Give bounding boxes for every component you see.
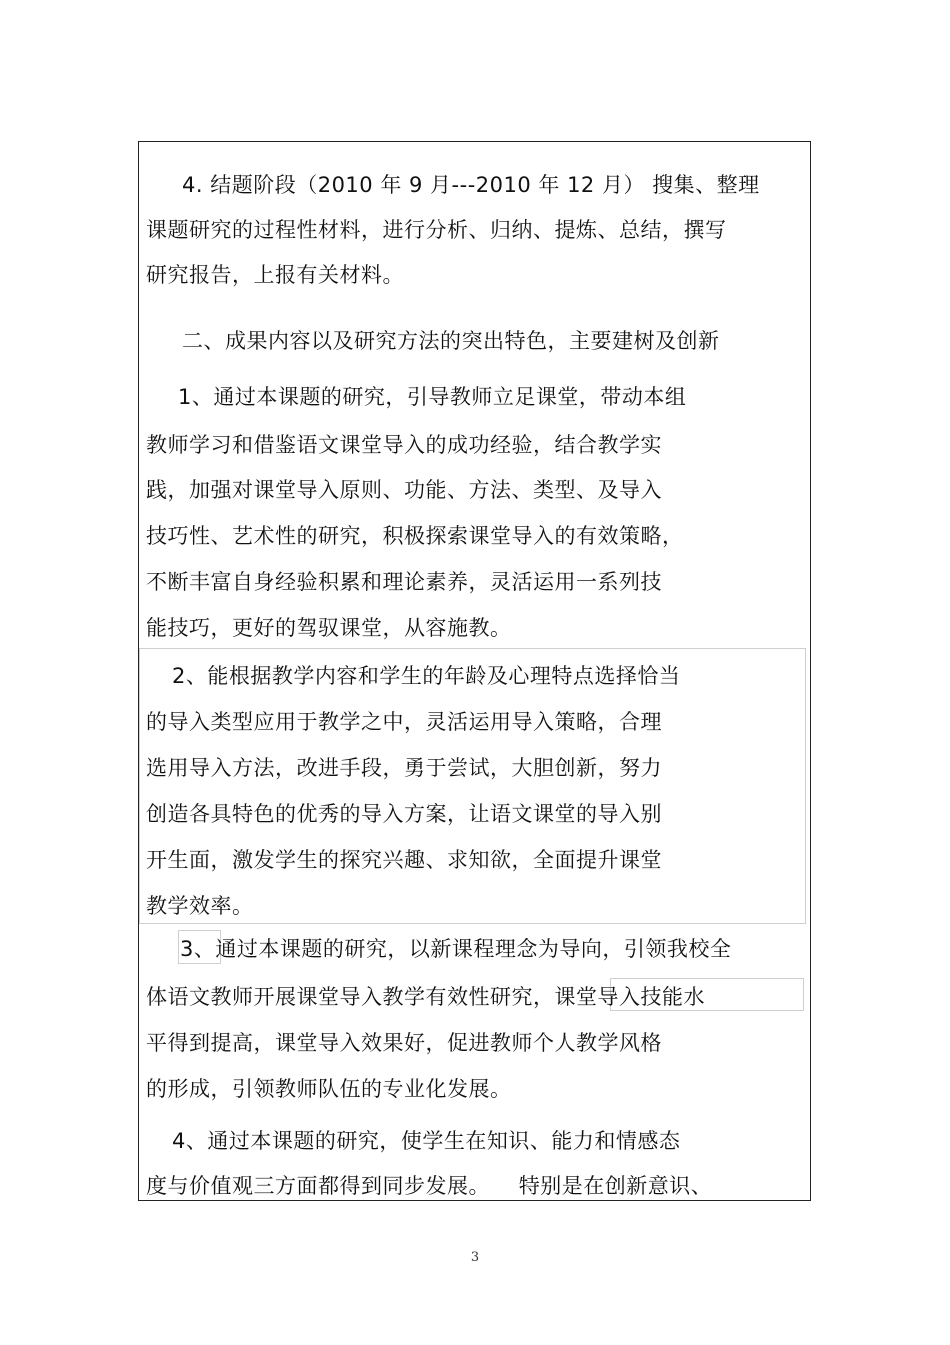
item2-line-2: 的导入类型应用于教学之中，灵活运用导入策略，合理 xyxy=(146,710,662,734)
section4-line-2: 课题研究的过程性材料，进行分析、归纳、提炼、总结，撰写 xyxy=(146,218,727,242)
item1-line-4: 技巧性、艺术性的研究，积极探索课堂导入的有效策略， xyxy=(146,524,684,548)
item2-line-5: 开生面，激发学生的探究兴趣、求知欲，全面提升课堂 xyxy=(146,848,662,872)
item3-line-3: 平得到提高，课堂导入效果好，促进教师个人教学风格 xyxy=(146,1031,662,1055)
highlight-box-item2 xyxy=(139,648,806,924)
item1-line-2: 教师学习和借鉴语文课堂导入的成功经验，结合教学实 xyxy=(146,433,662,457)
item1-line-6: 能技巧，更好的驾驭课堂，从容施教。 xyxy=(146,616,512,640)
item2-line-1: 2、能根据教学内容和学生的年龄及心理特点选择恰当 xyxy=(172,664,681,688)
item3-line-1: 3、通过本课题的研究，以新课程理念为导向，引领我校全 xyxy=(180,937,732,961)
page-number: 3 xyxy=(470,1250,480,1265)
section-heading: 二、成果内容以及研究方法的突出特色，主要建树及创新 xyxy=(182,329,720,353)
item1-line-1: 1、通过本课题的研究，引导教师立足课堂，带动本组 xyxy=(178,385,687,409)
item4-line-2: 度与价值观三方面都得到同步发展。 特别是在创新意识、 xyxy=(146,1174,713,1198)
item2-line-4: 创造各具特色的优秀的导入方案，让语文课堂的导入别 xyxy=(146,802,662,826)
section4-line-1: 4. 结题阶段（2010 年 9 月---2010 年 12 月） 搜集、整理 xyxy=(182,173,760,197)
section4-line-3: 研究报告，上报有关材料。 xyxy=(146,263,404,287)
item1-line-5: 不断丰富自身经验积累和理论素养，灵活运用一系列技 xyxy=(146,570,662,594)
item3-line-2: 体语文教师开展课堂导入教学有效性研究，课堂导入技能水 xyxy=(146,985,705,1009)
item2-line-3: 选用导入方法，改进手段，勇于尝试，大胆创新，努力 xyxy=(146,756,662,780)
item3-line-4: 的形成，引领教师队伍的专业化发展。 xyxy=(146,1077,512,1101)
item1-line-3: 践，加强对课堂导入原则、功能、方法、类型、及导入 xyxy=(146,478,662,502)
item4-line-1: 4、通过本课题的研究，使学生在知识、能力和情感态 xyxy=(172,1129,681,1153)
item2-line-6: 教学效率。 xyxy=(146,894,254,918)
